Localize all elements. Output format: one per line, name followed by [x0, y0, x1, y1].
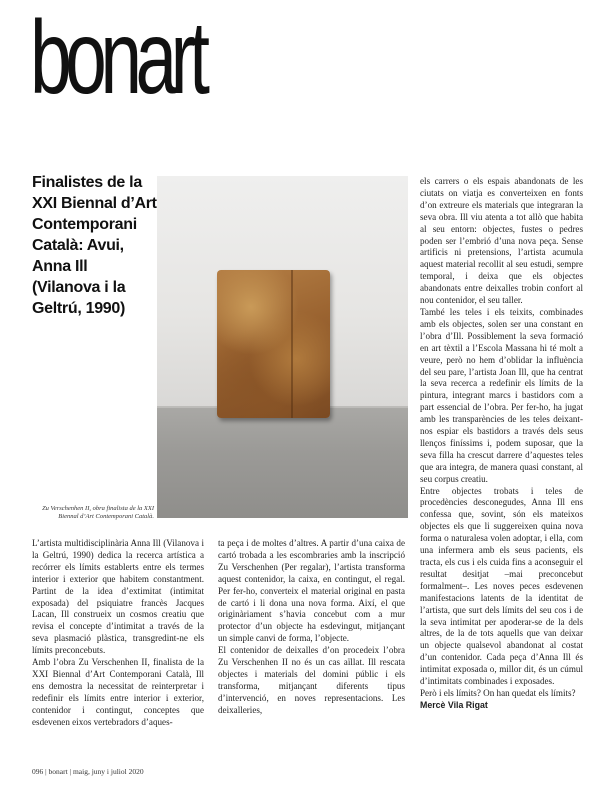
photo-caption: Zu Verschenhen II, obra finalista de la XXI Biennal d’Art Contemporani Català.	[42, 505, 154, 520]
page-footer	[32, 767, 144, 776]
photo-floor	[157, 408, 408, 518]
paragraph: els carrers o els espais abandonats de les ciutats on viatja es converteixen en fonts d’on extreure els materials que integraran la seva obra. Ill viu atenta a tot allò que habita al seu entorn: objectes, fustes o pedres poden ser l’embrió d’una nova peça. Sense artificis ni pretensions, l’artista acumula aquest material recollit al seu estudi, sempre temporal, i deixa que els objectes abandonats entre deixalles trobin confort al nou contenidor, el seu taller.	[420, 176, 583, 306]
paragraph: Entre objectes trobats i teles de procedències desconegudes, Anna Ill ens confessa que, sovint, són els mateixos objectes els que li suggereixen quina nova forma o naturalesa volen adoptar, i ella, com una infermera amb els seus pacients, els tracta, els cus i els cuida fins a aconseguir el resultat desitjat –mai preconcebut formalment–. Les noves peces esdevenen manifestacions latents de la identitat de l’artista, que surt dels límits del seu cos i de la seva intimitat per apoderar-se de la dels altres, de la de tots aquells que van deixar un objecte qualsevol abandonat al costat d’un contenidor. Cada peça d’Anna Ill és intimitat exposada o, millor dit, és un cúmul d’intimitats combinades i exposades.	[420, 485, 583, 687]
footer-brand: bonart	[48, 767, 68, 776]
artwork-photo	[157, 176, 408, 518]
article-column-2	[218, 538, 405, 717]
footer-separator: |	[43, 767, 49, 776]
article-column-1	[32, 538, 204, 729]
paragraph: El contenidor de deixalles d’on procedeix l’obra Zu Verschenhen II no és un cas aïllat. Ill rescata objectes i materials del domini públic i els transforma, mitjançant diferents tipus d’intervenció, en noves representacions. Les deixalleries,	[218, 645, 405, 715]
article-author: Mercè Vila Rigat	[420, 699, 488, 710]
paragraph: ta peça i de moltes d’altres. A partir d’una caixa de cartó trobada a les escombraries amb la inscripció Zu Verschenhen (Per regalar), l’artista transforma aquest contenidor, la caixa, en contingut, el regal. Per fer-ho, converteix el material original en pasta de cartó i li dona una nova forma. Així, el que originàriament s’havia concebut com a mur protector d’un objecte ha esdevingut, mitjançant un simple canvi de forma, l’objecte.	[218, 538, 405, 644]
article-column-3	[420, 176, 583, 712]
paragraph: L’artista multidisciplinària Anna Ill (Vilanova i la Geltrú, 1990) dedica la recerca artística a recórrer els límits establerts entre els termes interior i exterior que habitem constantment. Partint de la idea d’extimitat (intimitat exposada) del psiquiatre francès Jacques Lacan, Ill construeix un cosmos creatiu que revisa el concepte d’intimitat a través de la seva plasmació plàstica, transgredint-ne els límits preconcebuts.	[32, 538, 204, 656]
paragraph: Però i els límits? On han quedat els límits?	[420, 687, 576, 698]
paragraph: També les teles i els teixits, combinades amb els objectes, solen ser una constant en l’obra d’Ill. Possiblement la seva formació en art tèxtil a l’Escola Massana hi té molt a veure, però no hem d’oblidar la influència del seu pare, l’artista Joan Ill, que ha centrat la seva recerca a redefinir els límits de la pintura, integrant marcs i bastidors com a part essencial de l’obra. Per fer-ho, ha jugat amb les transparències de les teles deixant-nos espiar els bastidors a través dels seus llenços finíssims i, podem suposar, que la seva filla ha crescut darrere d’aquestes teles que ara integra, de manera quasi constant, al seu corpus creatiu.	[420, 306, 583, 484]
footer-issue: maig, juny i juliol 2020	[72, 767, 144, 776]
magazine-logo: bonart	[30, 0, 204, 116]
paragraph: Amb l’obra Zu Verschenhen II, finalista de la XXI Biennal d’Art Contemporani Català, Ill ens demostra la necessitat de reinterpretar i redefinir els límits entre interior i exterior, contenidor i contingut, conceptes que esdevenen eixos vertebradors d’aques-	[32, 657, 204, 727]
cardboard-sculpture	[217, 270, 330, 418]
page-number: 096	[32, 767, 44, 776]
footer-separator: |	[67, 767, 73, 776]
article-title: Finalistes de la XXI Biennal d’Art Contemporani Català: Avui, Anna Ill (Vilanova i la Geltrú, 1990)	[32, 174, 157, 317]
